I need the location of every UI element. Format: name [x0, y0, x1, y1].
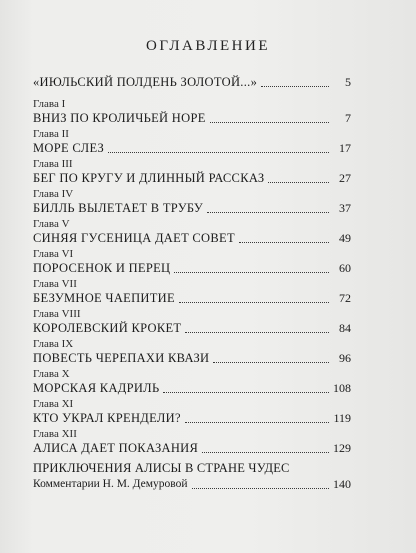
toc-line [33, 260, 351, 276]
chapter-label: Глава VI [33, 248, 74, 260]
entry-title: ПРИКЛЮЧЕНИЯ АЛИСЫ В СТРАНЕ ЧУДЕС [33, 461, 290, 475]
toc-line [33, 320, 351, 336]
toc-line [33, 476, 351, 492]
entry-title: СИНЯЯ ГУСЕНИЦА ДАЕТ СОВЕТ [33, 231, 235, 245]
chapter-label: Глава V [33, 218, 70, 230]
leader-dots [108, 152, 329, 153]
page-number: 7 [345, 111, 351, 125]
toc-line [33, 350, 351, 366]
leader-dots [213, 362, 329, 363]
toc-entry [33, 188, 351, 216]
toc-line [33, 290, 351, 306]
toc-entry [33, 338, 351, 366]
chapter-label: Глава II [33, 128, 69, 140]
chapter-label: Глава XII [33, 428, 77, 440]
toc-entry [33, 158, 351, 186]
leader-dots [239, 242, 329, 243]
page-number: 5 [345, 75, 351, 89]
entry-title: БЕЗУМНОЕ ЧАЕПИТИЕ [33, 291, 175, 305]
entry-title: ПОРОСЕНОК И ПЕРЕЦ [33, 261, 171, 275]
page-number: 37 [339, 201, 351, 215]
leader-dots [179, 302, 329, 303]
page-number: 49 [339, 231, 351, 245]
toc-line [33, 200, 351, 216]
leader-dots [185, 422, 329, 423]
toc-line [33, 380, 351, 396]
toc-line [33, 110, 351, 126]
page-number: 27 [339, 171, 351, 185]
toc-entry [33, 428, 351, 456]
leader-dots [202, 452, 329, 453]
leader-dots [207, 212, 329, 213]
entry-title: БЕГ ПО КРУГУ И ДЛИННЫЙ РАССКАЗ [33, 171, 265, 185]
chapter-label: Глава III [33, 158, 73, 170]
toc-line [33, 74, 351, 90]
toc-entry [33, 398, 351, 426]
entry-title: МОРЕ СЛЕЗ [33, 141, 105, 155]
toc-entry [33, 368, 351, 396]
entry-title: КТО УКРАЛ КРЕНДЕЛИ? [33, 411, 181, 425]
leader-dots [163, 392, 329, 393]
toc-entry [33, 308, 351, 336]
toc-line [33, 440, 351, 456]
leader-dots [268, 182, 329, 183]
chapter-label: Глава X [33, 368, 70, 380]
chapter-label: Глава IX [33, 338, 74, 350]
page-number: 17 [339, 141, 351, 155]
page-number: 108 [333, 381, 351, 395]
toc-line [33, 410, 351, 426]
entry-subtitle: Комментарии Н. М. Демуровой [33, 478, 188, 490]
chapter-label: Глава XI [33, 398, 74, 410]
entry-title: КОРОЛЕВСКИЙ КРОКЕТ [33, 321, 182, 335]
chapter-label: Глава I [33, 98, 66, 110]
page-number: 119 [333, 411, 351, 425]
toc-entry [33, 128, 351, 156]
page-number: 140 [333, 477, 351, 491]
page-number: 84 [339, 321, 351, 335]
page-number: 129 [333, 441, 351, 455]
toc-line [33, 230, 351, 246]
entry-title: МОРСКАЯ КАДРИЛЬ [33, 381, 160, 395]
chapter-label: Глава VII [33, 278, 77, 290]
leader-dots [261, 86, 329, 87]
leader-dots [185, 332, 329, 333]
toc-entry [33, 278, 351, 306]
page-title: ОГЛАВЛЕНИЕ [146, 38, 270, 54]
chapter-label: Глава IV [33, 188, 74, 200]
leader-dots [174, 272, 329, 273]
toc-entry [33, 218, 351, 246]
toc-entry [33, 74, 351, 90]
toc-line [33, 140, 351, 156]
entry-title: БИЛЛЬ ВЫЛЕТАЕТ В ТРУБУ [33, 201, 204, 215]
entry-title: ПОВЕСТЬ ЧЕРЕПАХИ КВАЗИ [33, 351, 210, 365]
leader-dots [210, 122, 329, 123]
entry-title: «ИЮЛЬСКИЙ ПОЛДЕНЬ ЗОЛОТОЙ...» [33, 75, 258, 89]
leader-dots [192, 488, 329, 489]
page-number: 96 [339, 351, 351, 365]
toc-entry-commentary [33, 460, 351, 492]
entry-title: АЛИСА ДАЕТ ПОКАЗАНИЯ [33, 441, 199, 455]
toc-entry [33, 98, 351, 126]
page-number: 60 [339, 261, 351, 275]
chapter-label: Глава VIII [33, 308, 81, 320]
entry-title: ВНИЗ ПО КРОЛИЧЬЕЙ НОРЕ [33, 111, 206, 125]
page-number: 72 [339, 291, 351, 305]
toc-line [33, 170, 351, 186]
toc-entry [33, 248, 351, 276]
